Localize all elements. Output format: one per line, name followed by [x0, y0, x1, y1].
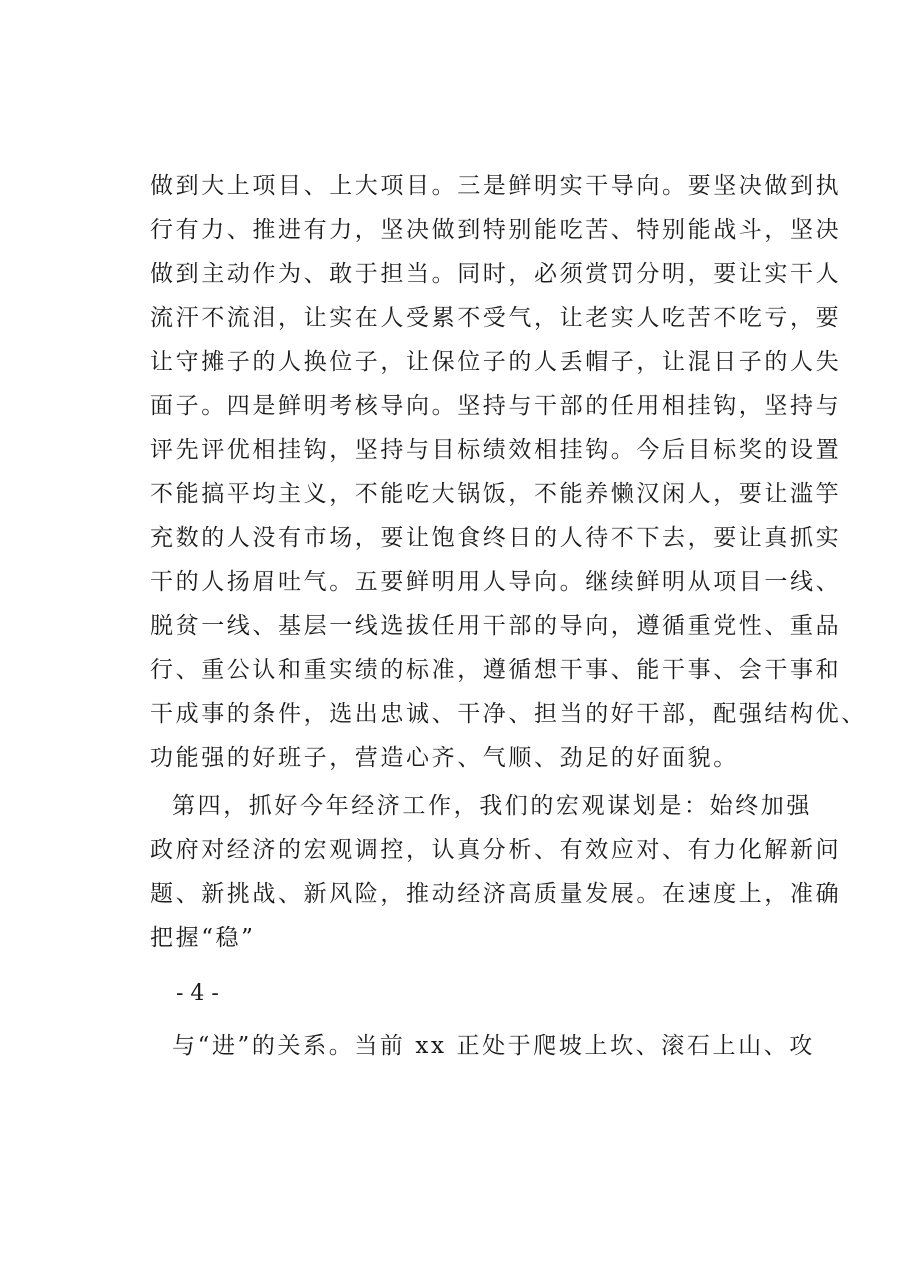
text-line: 把握“稳”: [150, 925, 256, 951]
text-line: 行有力、推进有力，坚决做到特别能吃苦、特别能战斗，坚决: [150, 217, 842, 243]
page-number: - 4 -: [176, 981, 219, 1006]
text-line: 做到主动作为、敢于担当。同时，必须赏罚分明，要让实干人: [150, 261, 842, 287]
text-line: 不能搞平均主义，不能吃大锅饭，不能养懒汉闲人，要让滥竽: [150, 481, 842, 507]
text-line: 脱贫一线、基层一线选拔任用干部的导向，遵循重党性、重品: [150, 613, 842, 639]
text-line: 干成事的条件，选出忠诚、干净、担当的好干部，配强结构优、: [150, 701, 867, 727]
text-line: 让守摊子的人换位子，让保位子的人丢帽子，让混日子的人失: [150, 349, 842, 375]
text-line: 干的人扬眉吐气。五要鲜明用人导向。继续鲜明从项目一线、: [150, 569, 842, 595]
text-line: 充数的人没有市场，要让饱食终日的人待不下去，要让真抓实: [150, 525, 842, 551]
text-line: 流汗不流泪，让实在人受累不受气，让老实人吃苦不吃亏，要: [150, 305, 842, 331]
continuation-line: 与“进”的关系。当前 xx 正处于爬坡上坎、滚石上山、攻: [172, 1033, 815, 1059]
text-line: 做到大上项目、上大项目。三是鲜明实干导向。要坚决做到执: [150, 173, 842, 199]
paragraph-first-line: 第四，抓好今年经济工作，我们的宏观谋划是：始终加强: [172, 793, 812, 819]
text-line: 功能强的好班子，营造心齐、气顺、劲足的好面貌。: [150, 745, 739, 771]
text-line: 行、重公认和重实绩的标准，遵循想干事、能干事、会干事和: [150, 657, 842, 683]
text-line: 评先评优相挂钩，坚持与目标绩效相挂钩。今后目标奖的设置: [150, 437, 842, 463]
text-line: 面子。四是鲜明考核导向。坚持与干部的任用相挂钩，坚持与: [150, 393, 842, 419]
text-line: 政府对经济的宏观调控，认真分析、有效应对、有力化解新问: [150, 837, 842, 863]
text-line: 题、新挑战、新风险，推动经济高质量发展。在速度上，准确: [150, 881, 842, 907]
